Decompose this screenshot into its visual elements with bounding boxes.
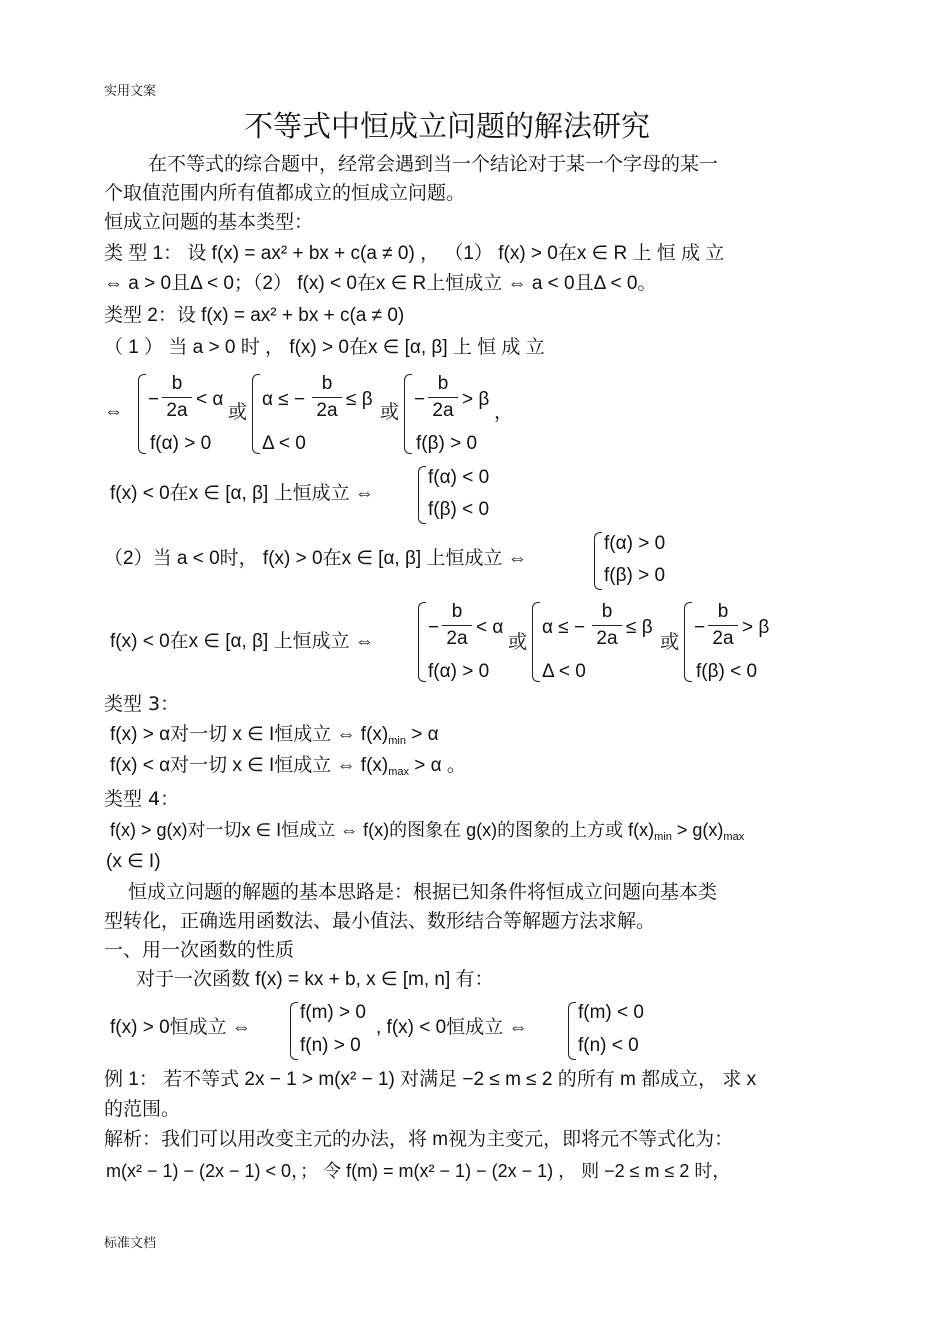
- fraction-b-over-2a: [442, 600, 472, 651]
- comma: ，: [494, 401, 514, 423]
- intro-line-1: 在不等式的综合题中，经常会遇到当一个结论对于某一个字母的某一: [148, 153, 719, 175]
- type2-heading: 类型 2：设 f(x) = ax² + bx + c(a ≠ 0): [104, 305, 405, 326]
- left-brace: [138, 374, 146, 454]
- fraction-denominator: 2a: [712, 628, 734, 649]
- max-subscript: max: [723, 831, 745, 843]
- min-subscript: min: [388, 735, 406, 747]
- fn-lt0: f(n) < 0: [578, 1035, 639, 1056]
- le-beta: ≤ β: [346, 389, 373, 410]
- fraction-b-over-2a: [428, 372, 458, 423]
- neg-sign: −: [428, 617, 440, 638]
- type2-case2: （2）当 a < 0时， f(x) > 0在x ∈ [α, β] 上恒成立 ⇔: [104, 548, 527, 569]
- fraction-denominator: 2a: [596, 628, 618, 649]
- type3-line-1: [110, 723, 439, 753]
- intro-line-2: 个取值范围内所有值都成立的恒成立问题。: [104, 182, 466, 204]
- left-brace: [404, 374, 412, 454]
- left-brace: [684, 602, 692, 682]
- type4-line-2: (x ∈ I): [106, 851, 161, 872]
- type3-heading: 类型 3：: [104, 693, 180, 715]
- neg-sign: −: [414, 389, 426, 410]
- gt-beta: > β: [742, 617, 770, 638]
- basic-types-heading: 恒成立问题的基本类型：: [104, 211, 314, 233]
- type1-line-1: 类 型 1： 设 f(x) = ax² + bx + c(a ≠ 0) ， （1） f(x) > 0在x ∈ R 上 恒 成 立: [104, 243, 725, 264]
- idea-line-1: 恒成立问题的解题的基本思路是：根据已知条件将恒成立问题向基本类: [128, 881, 718, 903]
- left-brace: [594, 532, 602, 590]
- type2-case1: （ 1 ） 当 a > 0 时 ， f(x) > 0在x ∈ [α, β] 上 恒 成 立: [104, 337, 545, 358]
- left-brace: [568, 1002, 576, 1060]
- le-beta: ≤ β: [626, 617, 653, 638]
- solution-line-1: 解析：我们可以用改变主元的办法，将 m视为主变元，即将元不等式化为：: [104, 1129, 734, 1150]
- type3-line-2-text: f(x) < α对一切 x ∈ I恒成立 ⇔ f(x): [110, 755, 389, 776]
- left-brace: [418, 602, 426, 682]
- type4-heading: 类型 4：: [104, 788, 180, 810]
- fraction-numerator: b: [437, 373, 449, 394]
- linear-intro: 对于一次函数 f(x) = kx + b, x ∈ [m, n] 有：: [136, 969, 494, 990]
- delta-lt0: Δ < 0: [262, 433, 306, 454]
- fraction-numerator: b: [717, 601, 729, 622]
- neg-sign: −: [148, 389, 160, 410]
- f-alpha-gt0: f(α) > 0: [604, 533, 666, 554]
- lt-alpha: < α: [196, 389, 224, 410]
- fraction-denominator: 2a: [316, 400, 338, 421]
- type3-line-1-text: f(x) > α对一切 x ∈ I恒成立 ⇔ f(x): [110, 724, 389, 745]
- example-1: 例 1： 若不等式 2x − 1 > m(x² − 1) 对满足 −2 ≤ m ≤ 2 的所有 m 都成立， 求 x: [104, 1069, 757, 1090]
- f-alpha-lt0: f(α) < 0: [428, 467, 490, 488]
- f-alpha-gt0: f(α) > 0: [150, 433, 212, 454]
- section-1-heading: 一、用一次函数的性质: [104, 939, 295, 961]
- type4-line-1-text: f(x) > g(x)对一切x ∈ I恒成立 ⇔ f(x)的图象在 g(x)的图象的上方或 f(x): [110, 820, 655, 840]
- lt-alpha: < α: [476, 617, 504, 638]
- fraction-numerator: b: [601, 601, 613, 622]
- type3-line-2-tail: > α 。: [409, 755, 466, 776]
- fn-gt0: f(n) > 0: [300, 1035, 361, 1056]
- fm-gt0: f(m) > 0: [300, 1002, 366, 1023]
- left-brace: [418, 466, 426, 524]
- f-beta-gt0: f(β) > 0: [604, 565, 666, 586]
- example-1-continued: 的范围。: [104, 1098, 181, 1120]
- type2-case1b: f(x) < 0在x ∈ [α, β] 上恒成立 ⇔: [110, 483, 374, 504]
- f-alpha-gt0: f(α) > 0: [428, 661, 490, 682]
- type3-line-1-tail: > α: [405, 724, 439, 745]
- alpha-le: α ≤ −: [542, 617, 586, 638]
- fraction-b-over-2a: [312, 372, 342, 423]
- fm-lt0: f(m) < 0: [578, 1002, 644, 1023]
- delta-lt0: Δ < 0: [542, 661, 586, 682]
- fraction-denominator: 2a: [166, 400, 188, 421]
- fraction-denominator: 2a: [432, 400, 454, 421]
- fraction-b-over-2a: [708, 600, 738, 651]
- fraction-denominator: 2a: [446, 628, 468, 649]
- max-subscript: max: [388, 766, 410, 778]
- page-header: 实用文案: [104, 84, 157, 99]
- page-title: 不等式中恒成立问题的解法研究: [244, 109, 651, 143]
- or-word: 或: [228, 401, 248, 423]
- type1-line-2: ⇔ a > 0且Δ < 0；（2） f(x) < 0在x ∈ R上恒成立 ⇔ a < 0且Δ < 0。: [104, 273, 657, 294]
- type3-line-2: [110, 754, 466, 784]
- left-brace: [532, 602, 540, 682]
- fraction-b-over-2a: [162, 372, 192, 423]
- gt-beta: > β: [462, 389, 490, 410]
- idea-line-2: 型转化，正确选用函数法、最小值法、数形结合等解题方法求解。: [104, 910, 656, 932]
- neg-sign: −: [694, 617, 706, 638]
- or-word: 或: [380, 401, 400, 423]
- fraction-numerator: b: [171, 373, 183, 394]
- f-beta-lt0: f(β) < 0: [696, 661, 758, 682]
- alpha-le: α ≤ −: [262, 389, 306, 410]
- type4-line-1: [110, 818, 744, 849]
- linear-neg: , f(x) < 0恒成立 ⇔: [376, 1017, 528, 1038]
- fraction-b-over-2a: [592, 600, 622, 651]
- min-subscript: min: [654, 831, 672, 843]
- or-word: 或: [508, 631, 528, 653]
- fraction-numerator: b: [321, 373, 333, 394]
- f-beta-gt0: f(β) > 0: [416, 433, 478, 454]
- f-beta-lt0: f(β) < 0: [428, 499, 490, 520]
- left-brace: [290, 1002, 298, 1060]
- type4-mid: > g(x): [671, 820, 724, 840]
- type2-case2b: f(x) < 0在x ∈ [α, β] 上恒成立 ⇔: [110, 631, 374, 652]
- fraction-numerator: b: [451, 601, 463, 622]
- solution-line-2: m(x² − 1) − (2x − 1) < 0，； 令 f(m) = m(x² − 1) − (2x − 1) ， 则 −2 ≤ m ≤ 2 时，: [106, 1161, 731, 1181]
- left-brace: [252, 374, 260, 454]
- linear-pos: f(x) > 0恒成立 ⇔: [110, 1017, 251, 1038]
- or-word: 或: [660, 631, 680, 653]
- page-footer: 标准文档: [104, 1236, 157, 1251]
- iff-symbol: ⇔: [104, 401, 123, 422]
